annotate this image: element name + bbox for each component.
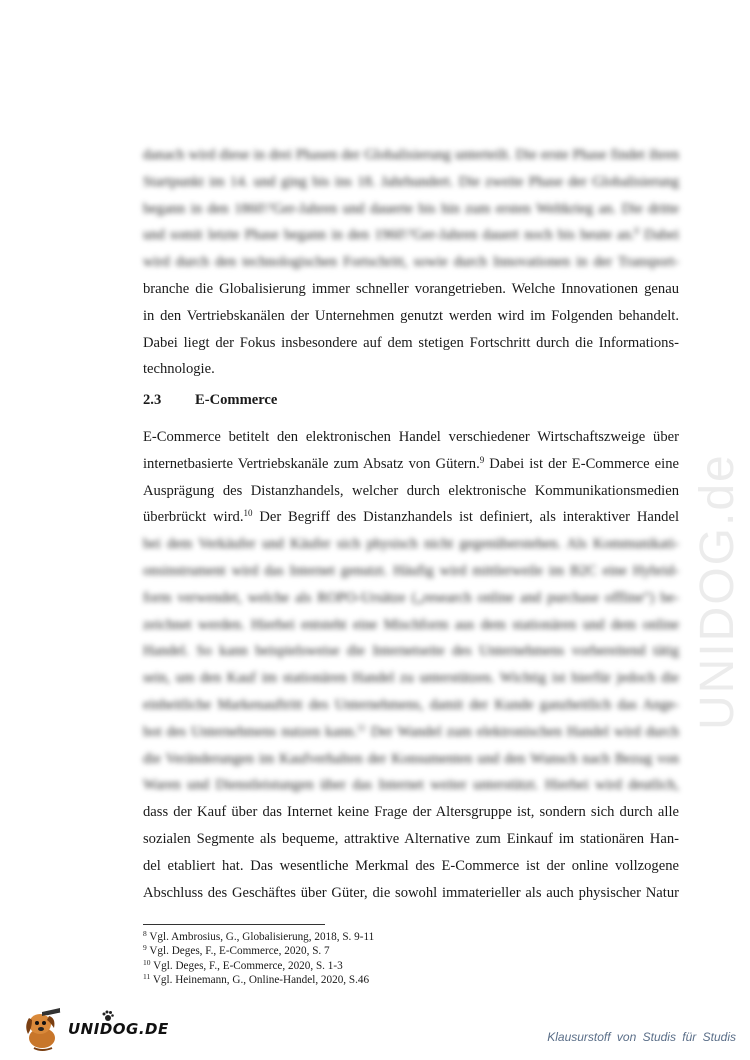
paragraph-intro bbox=[143, 142, 679, 383]
body-line: del etabliert hat. Das wesentliche Merkmal des E-Commerce ist der online vollzogene bbox=[143, 857, 679, 874]
blurred-line: Startpunkt im 14. und ging bis ins 18. Jahrhundert. Die zweite Phase der Globalisierung bbox=[143, 173, 679, 190]
blurred-line: begann in den 1860'/'Ger-Jahren und dauerte bis hin zum ersten Weltkrieg an. Die dritte bbox=[143, 200, 679, 217]
blurred-line: sein, um den Kauf im stationären Handel zu unterstützen. Wichtig ist hierfür jedoch die bbox=[143, 670, 679, 687]
blurred-line: form verwendet, welche als ROPO-Ursätze („research online and purchase offline") be- bbox=[143, 589, 679, 606]
blurred-line: und somit letzte Phase begann in den 1960'/'Ger-Jahren dauert noch bis heute an.$^8$ Dabei bbox=[143, 226, 679, 244]
footnotes bbox=[143, 930, 374, 988]
section-heading bbox=[143, 392, 277, 409]
body-line: sozialen Segmente als bequeme, attraktive Alternative zum Einkauf im stationären Han- bbox=[143, 830, 679, 847]
body-line: Abschluss des Geschäftes über Güter, die sowohl immaterieller als auch physischer Natur bbox=[143, 884, 679, 901]
body-line: überbrückt wird.$^{10}$ Der Begriff des Distanzhandels ist definiert, als interaktiver Handel bbox=[143, 508, 679, 526]
body-line: dass der Kauf über das Internet keine Frage der Altersgruppe ist, sondern sich durch alle bbox=[143, 804, 679, 821]
logo-text: UNIDOG.DE bbox=[68, 1020, 169, 1038]
paragraph-ecommerce bbox=[143, 424, 679, 906]
blurred-line: Waren und Dienstleistungen über das Internet weiter unterstützt. Hierbei wird deutlich, bbox=[143, 777, 679, 794]
blurred-line: bot des Unternehmens nutzen kann.$^{11}$ Der Wandel zum elektronischen Handel wird durch bbox=[143, 722, 679, 740]
dog-mascot-icon bbox=[20, 1008, 66, 1052]
footer-tagline: Klausurstoff von Studis für Studis bbox=[547, 1030, 736, 1044]
section-number: 2.3 bbox=[143, 392, 162, 408]
blurred-line: die Veränderungen im Kaufverhalten der Konsumenten und den Wunsch nach Bezug von bbox=[143, 750, 679, 767]
body-line: branche die Globalisierung immer schneller vorangetrieben. Welche Innovationen genau bbox=[143, 280, 679, 297]
body-line: E-Commerce betitelt den elektronischen Handel verschiedener Wirtschaftszweige über bbox=[143, 429, 679, 445]
body-line: Dabei liegt der Fokus insbesondere auf dem stetigen Fortschritt durch die Informations- bbox=[143, 334, 679, 351]
body-line: Ausprägung des Distanzhandels, welcher durch elektronische Kommunikationsmedien bbox=[143, 482, 679, 499]
footnote: $^9$ Vgl. Deges, F., E-Commerce, 2020, S. 7 bbox=[143, 943, 330, 958]
body-line: internetbasierte Vertriebskanäle zum Absatz von Gütern.$^9$ Dabei ist der E-Commerce eine bbox=[143, 454, 679, 472]
footnote: $^8$ Vgl. Ambrosius, G., Globalisierung, 2018, S. 9-11 bbox=[143, 929, 375, 943]
blurred-line: einheitliche Markenauftritt des Unternehmens, damit der Kunde ganzheitlich das Ange- bbox=[143, 696, 679, 713]
blurred-line: onsinstrument wird das Internet genutzt. Häufig wird mittlerweile im B2C eine Hybrid- bbox=[143, 562, 679, 579]
footnote: $^{11}$ Vgl. Heinemann, G., Online-Handel, 2020, S.46 bbox=[143, 972, 370, 987]
footnote-separator bbox=[143, 924, 325, 925]
section-title: E-Commerce bbox=[195, 392, 278, 408]
blurred-line: danach wird diese in drei Phasen der Globalisierung unterteilt. Die erste Phase findet ihren bbox=[143, 147, 679, 163]
footnote: $^{10}$ Vgl. Deges, F., E-Commerce, 2020, S. 1-3 bbox=[143, 957, 343, 972]
blurred-line: wird durch den technologischen Fortschritt, sowie durch Innovationen in der Transport- bbox=[143, 254, 679, 271]
footnote-ref: 10 bbox=[243, 508, 253, 519]
body-line: in den Vertriebskanälen der Unternehmen genutzt werden wird im Folgenden behandelt. bbox=[143, 307, 679, 324]
body-line: technologie. bbox=[143, 361, 215, 378]
blurred-line: zeichnet werden. Hierbei entsteht eine Mischform aus dem stationären und dem online bbox=[143, 616, 679, 633]
footnote-ref: 9 bbox=[479, 454, 485, 465]
watermark: UNIDOG.de bbox=[691, 453, 744, 730]
unidog-logo[interactable] bbox=[20, 1008, 180, 1052]
blurred-line: bei dem Verkäufer und Käufer sich physisch nicht gegenüberstehen. Als Kommunikati- bbox=[143, 536, 679, 553]
blurred-line: Handel. So kann beispielsweise die Internetseite des Unternehmens vorbereitend tätig bbox=[143, 643, 679, 660]
